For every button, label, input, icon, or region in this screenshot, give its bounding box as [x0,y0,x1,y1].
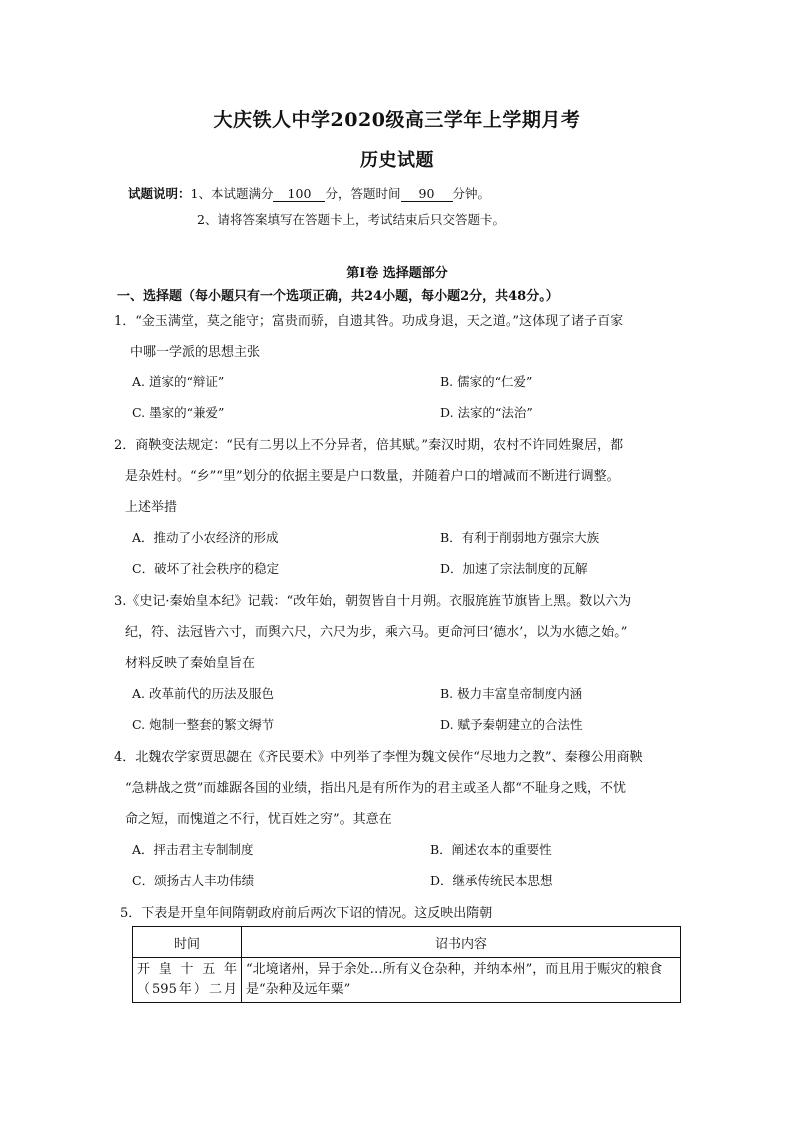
question-1-option-a: A. 道家的“辩证” [132,374,225,389]
question-2-line-2: 是杂姓村。“乡”“里”划分的依据主要是户口数量，并随着户口的增减而不断进行调整。 [125,469,620,484]
question-3-option-b: B. 极力丰富皇帝制度内涵 [440,686,583,701]
question-4-line-3: 命之短，而愧道之不行，忧百姓之穷”。其意在 [125,812,392,827]
question-1-option-c: C. 墨家的“兼爱” [132,405,225,420]
instructions-text-b: 分，答题时间 [325,186,401,201]
question-3-line-3: 材料反映了秦始皇旨在 [125,656,256,671]
question-2-option-c: C．破坏了社会秩序的稳定 [132,561,280,576]
instructions-line-2: 2、请将答案填写在答题卡上，考试结束后只交答题卡。 [197,212,505,227]
instructions-text-c: 分钟。 [452,186,491,201]
exam-subtitle: 历史试题 [360,150,434,171]
question-1-option-b: B. 儒家的“仁爱” [440,374,533,389]
question-4-option-d: D．继承传统民本思想 [430,873,553,888]
question-3-option-c: C. 炮制一整套的繁文缛节 [132,717,275,732]
question-4-line-2: “急耕战之赏”而雄踞各国的业绩，指出凡是有所作为的君主或圣人都“不耻身之贱，不忧 [125,781,626,796]
question-2-line-3: 上述举措 [125,500,178,515]
instructions-line-1 [128,184,490,202]
score-blank: 100 [273,187,325,202]
table-header-row [133,927,681,958]
question-5-line-1: 5．下表是开皇年间隋朝政府前后两次下诏的情况。这反映出隋朝 [120,906,493,921]
question-3-line-2: 纪，符、法冠皆六寸，而舆六尺，六尺为步，乘六马。更命河曰‘德水’，以为水德之始。” [125,625,628,640]
table-header-time: 时间 [133,927,242,958]
instructions-label: 试题说明： [128,186,191,201]
part-heading: 一、选择题（每小题只有一个选项正确，共24小题，每小题2分，共48分。） [117,289,559,304]
edict-table [132,926,681,1003]
table-cell-time: 开皇十五年（595年）二月 [133,958,242,1003]
question-3-line-1: 3.《史记·秦始皇本纪》记载：“改年始，朝贺皆自十月朔。衣服旄旌节旗皆上黑。数以六为 [114,594,632,609]
question-4-option-c: C．颂扬古人丰功伟绩 [132,873,255,888]
question-2-option-b: B．有利于削弱地方强宗大族 [440,530,600,545]
question-2-line-1: 2．商鞅变法规定：“民有二男以上不分异者，倍其赋。”秦汉时期，农村不许同姓聚居，都 [114,438,624,453]
instructions-text-a: 1、本试题满分 [190,186,274,201]
question-1-line-1: 1．“金玉满堂，莫之能守；富贵而骄，自遗其咎。功成身退，天之道。”这体现了诸子百家 [114,314,624,329]
question-3-option-d: D. 赋予秦朝建立的合法性 [440,717,583,732]
question-4-option-a: A．抨击君主专制制度 [132,842,254,857]
question-2-option-a: A．推动了小农经济的形成 [132,530,279,545]
exam-title: 大庆铁人中学2020级高三学年上学期月考 [213,109,581,131]
table-cell-content: “北境诸州，异于余处…所有义仓杂种，并纳本州”，而且用于赈灾的粮食是“杂种及远年粟” [242,958,681,1003]
question-4-line-1: 4．北魏农学家贾思勰在《齐民要术》中列举了李悝为魏文侯作“尽地力之教”、秦穆公用商鞅 [114,750,643,765]
question-1-line-2: 中哪一学派的思想主张 [130,345,261,360]
question-3-option-a: A. 改革前代的历法及服色 [132,686,274,701]
table-row [133,958,681,1003]
section-title: 第Ⅰ卷 选择题部分 [346,266,448,281]
question-2-option-d: D．加速了宗法制度的瓦解 [440,561,588,576]
question-4-option-b: B．阐述农本的重要性 [430,842,552,857]
time-blank: 90 [401,187,453,202]
question-1-option-d: D. 法家的“法治” [440,405,533,420]
table-header-content: 诏书内容 [242,927,681,958]
